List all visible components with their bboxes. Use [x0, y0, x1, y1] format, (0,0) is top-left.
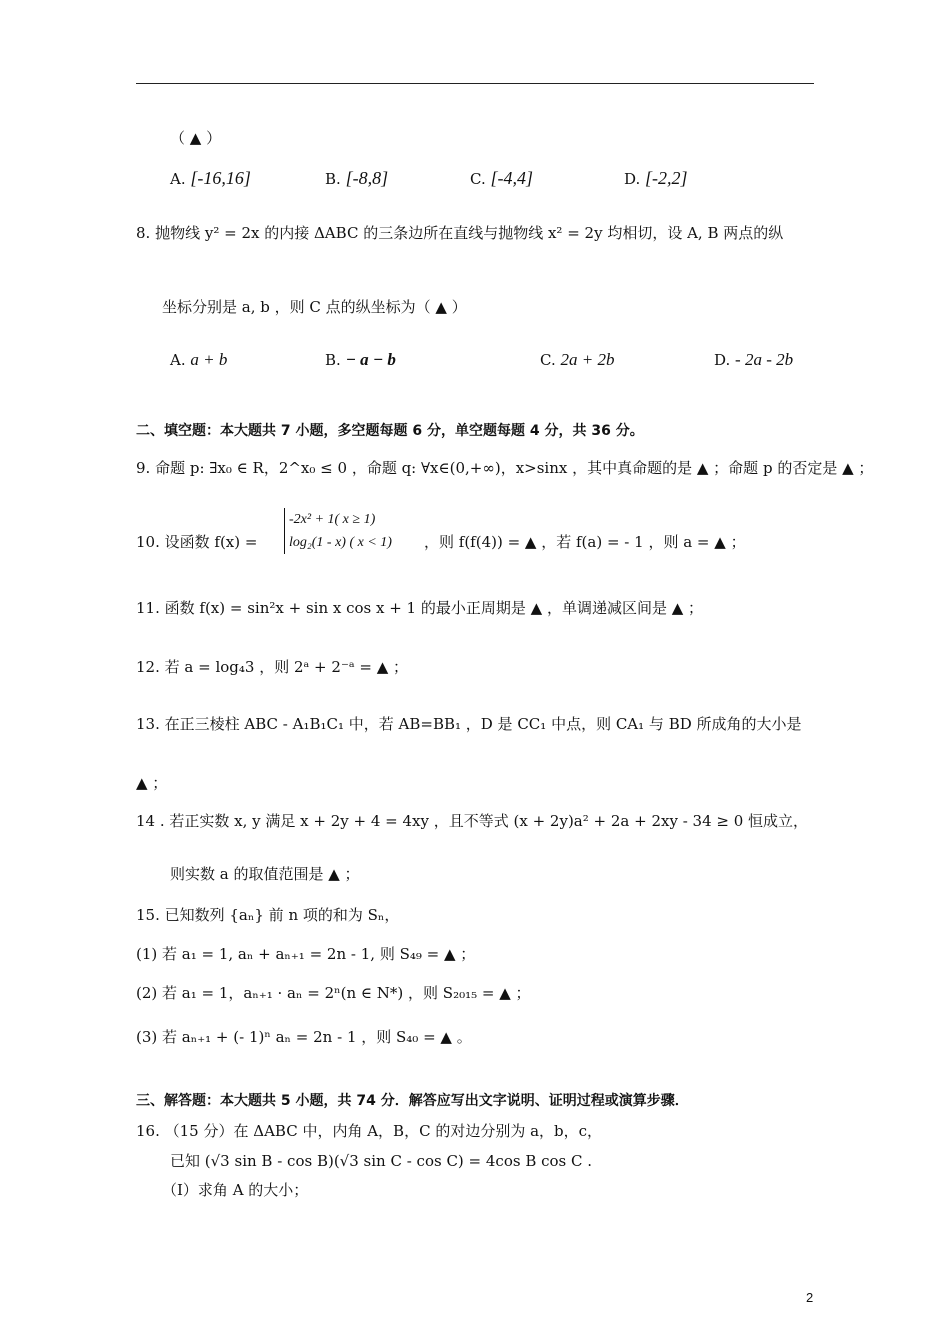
section-2-heading: 二、填空题：本大题共 7 小题，多空题每题 6 分，单空题每题 4 分，共 36 分。: [136, 423, 644, 439]
q10-case1: -2x² + 1( x ≥ 1): [289, 512, 376, 527]
q8-option-a: A. a + b: [170, 350, 228, 369]
q15-part1: (1) 若 a₁ = 1, aₙ + aₙ₊₁ = 2n - 1, 则 S₄₉ = ▲ ；: [136, 945, 476, 963]
q15-intro: 15. 已知数列 {aₙ} 前 n 项的和为 Sₙ，: [136, 906, 400, 924]
q14-line1: 14 . 若正实数 x, y 满足 x + 2y + 4 = 4xy ，且不等式 (x + 2y)a² + 2a + 2xy - 34 ≥ 0 恒成立，: [136, 812, 809, 830]
q10-case2: log₂(1 - x) ( x < 1): [289, 535, 392, 550]
q16-line3: （Ⅰ）求角 A 的大小；: [162, 1181, 309, 1199]
q7-option-b: B. [-8,8]: [325, 168, 389, 188]
q16-line2: 已知 (√3 sin B - cos B)(√3 sin C - cos C) = 4cos B cos C .: [170, 1152, 593, 1170]
q8-option-c: C. 2a + 2b: [540, 350, 615, 369]
q8-option-d: D. - 2a - 2b: [714, 350, 794, 369]
q13-line2: ▲ ；: [136, 774, 168, 792]
q7-option-c: C. [-4,4]: [470, 168, 534, 188]
page-number: 2: [806, 1290, 814, 1305]
q15-part2: (2) 若 a₁ = 1，aₙ₊₁ · aₙ = 2ⁿ(n ∈ N*) ，则 S₂₀₁₅ = ▲ ；: [136, 984, 531, 1002]
header-rule: [136, 83, 814, 84]
q11: 11. 函数 f(x) = sin²x + sin x cos x + 1 的最小正周期是 ▲ ，单调递减区间是 ▲ ；: [136, 599, 704, 617]
q12: 12. 若 a = log₄3 ，则 2ᵃ + 2⁻ᵃ = ▲ ；: [136, 658, 409, 676]
q16-line1: 16. （15 分）在 ΔABC 中，内角 A，B，C 的对边分别为 a，b，c，: [136, 1122, 603, 1140]
q13-line1: 13. 在正三棱柱 ABC - A₁B₁C₁ 中，若 AB=BB₁ ，D 是 CC₁ 中点，则 CA₁ 与 BD 所成角的大小是: [136, 715, 802, 733]
q7-option-d: D. [-2,2]: [624, 168, 688, 188]
q7-answer-paren: （ ▲ ）: [170, 129, 222, 147]
q10-suffix: ，则 f(f(4)) = ▲ ，若 f(a) = - 1 ，则 a = ▲ ；: [424, 533, 746, 551]
q10-piecewise: [284, 508, 392, 554]
q9: 9. 命题 p: ∃x₀ ∈ R，2^x₀ ≤ 0 ，命题 q: ∀x∈(0,+∞)，x>sinx ，其中真命题的是 ▲ ；命题 p 的否定是 ▲ ；: [136, 459, 874, 477]
q8-option-b: B. − a − b: [325, 350, 396, 369]
q10-prefix: 10. 设函数 f(x) =: [136, 533, 258, 551]
q8-line2: 坐标分别是 a, b ，则 C 点的纵坐标为（ ▲ ）: [162, 298, 467, 316]
q8-line1: 8. 抛物线 y² = 2x 的内接 ΔABC 的三条边所在直线与抛物线 x² = 2y 均相切，设 A, B 两点的纵: [136, 224, 784, 242]
q7-option-a: A. [-16,16]: [170, 168, 251, 188]
q15-part3: (3) 若 aₙ₊₁ + (- 1)ⁿ aₙ = 2n - 1 ，则 S₄₀ = ▲ 。: [136, 1028, 472, 1046]
q14-line2: 则实数 a 的取值范围是 ▲ ；: [170, 865, 360, 883]
section-3-heading: 三、解答题：本大题共 5 小题，共 74 分．解答应写出文字说明、证明过程或演算步骤．: [136, 1093, 689, 1109]
